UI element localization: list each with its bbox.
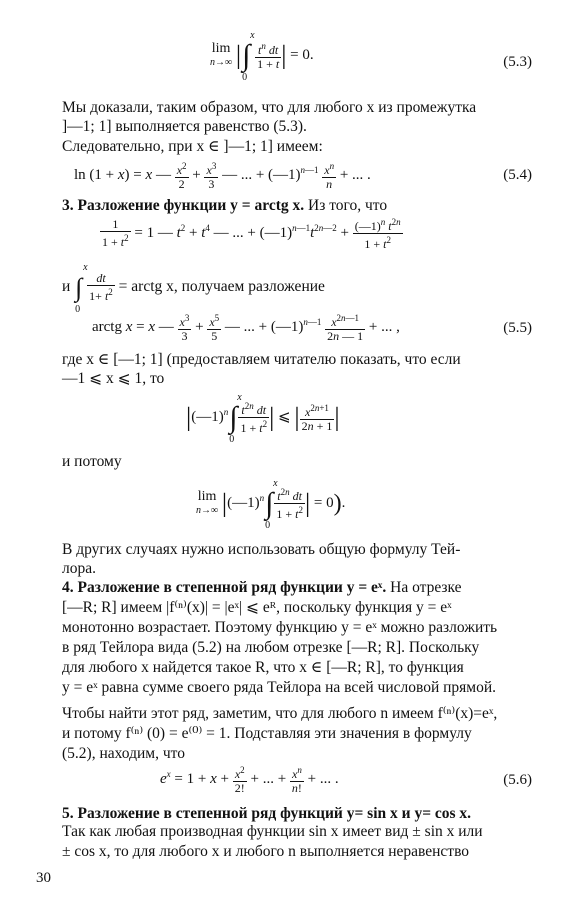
equation-geometric-series: $\frac{1}{1 + t^2}$ = 1 — $t^2 + t^4$ — ... + $(—1)^{n—1}t^{2n—2}$ + $\frac{(—1)^n t^{2n}}{1 + t^2}$	[102, 217, 401, 251]
text-line: Чтобы найти этот ряд, заметим, что для любого n имеем f⁽ⁿ⁾(x)=eˣ,	[62, 705, 498, 722]
section-5-heading	[62, 804, 532, 824]
text-line: Так как любая производная функции sin x имеет вид ± sin x или	[62, 823, 483, 840]
equation-5-5: arctg x = x — $\frac{x^3}{3}$ + $\frac{x^5}{5}$ — ... + (—1)$^{n—1}$ $\frac{x^{2n—1}}{2n — 1}$ + ... ,	[92, 313, 400, 344]
text-line: В других случаях нужно использовать общую формулу Тей-	[62, 541, 461, 558]
equation-inequality: |(—1)$^n$∫ x 0 $\frac{t^{2n} dt}{1 + t^2}$ | ⩽ | $\frac{x^{2n+1}}{2n + 1}$ |	[186, 391, 340, 445]
text-line: Мы доказали, таким образом, что для любого x из промежутка	[62, 99, 477, 116]
text-line: и потому	[62, 453, 122, 470]
equation-number-5-6: (5.6)	[503, 772, 532, 788]
equation-5-4: ln (1 + x) = x — $\frac{x^2}{2}$ + $\frac{x^3}{3}$ — ... + (—1)$^{n—1}$ $\frac{x^n}{n}$ + ... .	[74, 161, 371, 192]
text-line: и потому f⁽ⁿ⁾ (0) = e⁽⁰⁾ = 1. Подставляя эти значения в формулу	[62, 725, 472, 742]
section-4-rest: На отрезке	[386, 579, 462, 596]
text-line: y = eˣ равна сумме своего ряда Тейлора на всей числовой прямой.	[62, 679, 497, 696]
text-line: [—R; R] имеем |f⁽ⁿ⁾(x)| = |eˣ| ⩽ eᴿ, поскольку функция y = eˣ	[62, 599, 452, 616]
equation-number-5-5: (5.5)	[503, 320, 532, 336]
equation-5-6: $e^x = 1 + x$ + $\frac{x^2}{2!}$ + ... + $\frac{x^n}{n!}$ + ... .	[160, 765, 339, 796]
text-line: ± cos x, то для любого x и любого n выполняется неравенство	[62, 843, 470, 860]
section-4-title: 4. Разложение в степенной ряд функции y = eˣ.	[62, 579, 387, 596]
equation-number-5-4: (5.4)	[503, 167, 532, 183]
section-4-heading	[62, 578, 532, 598]
equation-number-5-3: (5.3)	[503, 54, 532, 70]
text-line: монотонно возрастает. Поэтому функцию y = eˣ можно разложить	[62, 619, 498, 636]
text-line: ]—1; 1] выполняется равенство (5.3).	[62, 118, 307, 135]
section-5-title: 5. Разложение в степенной ряд функций y= sin x и y= cos x.	[62, 805, 472, 822]
text-line-integral-arctg: и ∫ x 0 $\frac{dt}{1+ t^2}$ = arctg x, получаем разложение	[62, 261, 325, 315]
text-line: лора.	[62, 560, 96, 577]
page-number: 30	[36, 870, 51, 886]
text-line: —1 ⩽ x ⩽ 1, то	[62, 370, 165, 387]
text-line: Следовательно, при x ∈ ]—1; 1] имеем:	[62, 138, 323, 155]
arctg-text: = arctg x, получаем разложение	[118, 278, 325, 296]
section-3-heading	[62, 196, 532, 216]
text-line: (5.2), находим, что	[62, 745, 185, 762]
text-line: в ряд Тейлора вида (5.2) на любом отрезке [—R; R]. Поскольку	[62, 639, 480, 656]
text-line: где x ∈ [—1; 1] (предоставляем читателю показать, что если	[62, 351, 461, 368]
text-line: для любого x найдется такое R, что x ∈ [—R; R], то функция	[62, 659, 464, 676]
and-word: и	[62, 278, 71, 296]
section-3-rest: Из того, что	[304, 197, 388, 214]
section-3-title: 3. Разложение функции y = arctg x.	[62, 197, 305, 214]
equation-limit-arctg: lim n→∞ |(—1)$^n$∫ x 0 $\frac{t^{2n} dt}{1 + t^2}$ | = 0).	[196, 477, 346, 531]
equation-5-3: lim n→∞ |∫ x 0 $\frac{t^n dt}{1 + t}$ | = 0.	[210, 29, 314, 83]
